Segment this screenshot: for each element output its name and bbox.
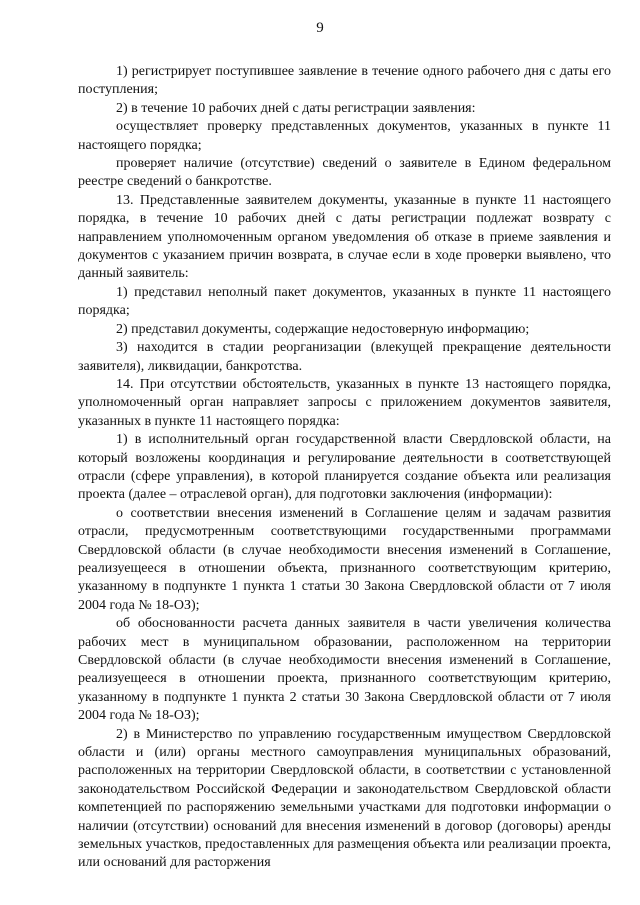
paragraph: 2) представил документы, содержащие недостоверную информацию;	[116, 321, 530, 337]
paragraph: 3) находится в стадии реорганизации (влекущей прекращение деятельности заявителя), ликвидации, банкротства.	[78, 340, 611, 374]
paragraph: 2) в Министерство по управлению государственным имуществом Свердловской области и (или) органы местного самоуправления муниципальных образований, расположенных на территории Свердловской области, в соответствии с установленной законодательством Российской Федерации и законодательством Свердловской области компетенцией по распоряжению земельными участками для подготовки информации о наличии (отсутствии) оснований для внесения изменений в договор (договоры) аренды земельных участков, предоставленных для размещения объекта или реализации проекта, или оснований для расторжения	[78, 726, 611, 871]
page-number: 9	[316, 20, 324, 36]
paragraph: 1) регистрирует поступившее заявление в течение одного рабочего дня с даты его поступления;	[78, 64, 611, 98]
paragraph: 2) в течение 10 рабочих дней с даты регистрации заявления:	[116, 100, 476, 116]
paragraph: осуществляет проверку представленных документов, указанных в пункте 11 настоящего порядка;	[78, 119, 611, 153]
paragraph: 1) в исполнительный орган государственной власти Свердловской области, на который возложены координация и регулирование деятельности в соответствующей отрасли (сфере управления), в которой планируется создание объекта или реализация проекта (далее – отраслевой орган), для подготовки заключения (информации):	[78, 432, 611, 503]
document-body	[78, 63, 611, 873]
paragraph: 13. Представленные заявителем документы, указанные в пункте 11 настоящего порядка, в течение 10 рабочих дней с даты регистрации подлежат возврату с направлением уполномоченным органом уведомления об отказе в приеме заявления и документов с указанием причин возврата, в случае если в ходе проверки выявлено, что данный заявитель:	[78, 192, 611, 282]
paragraph: об обоснованности расчета данных заявителя в части увеличения количества рабочих мест в муниципальном образовании, расположенном на территории Свердловской области (в случае необходимости внесения изменений в Соглашение, реализуещееся в отношении проекта, признанного соответствующим критерию, указанному в подпункте 1 пункта 2 статьи 30 Закона Свердловской области от 7 июля 2004 года № 18-ОЗ);	[78, 616, 611, 724]
paragraph: о соответствии внесения изменений в Соглашение целям и задачам развития отрасли, предусмотренным соответствующими государственными программами Свердловской области (в случае необходимости внесения изменений в Соглашение, реализуещееся в отношении объекта, признанного соответствующим критерию, указанному в подпункте 1 пункта 1 статьи 30 Закона Свердловской области от 7 июля 2004 года № 18-ОЗ);	[78, 505, 611, 613]
paragraph: 1) представил неполный пакет документов, указанных в пункте 11 настоящего порядка;	[78, 284, 611, 319]
paragraph: 14. При отсутствии обстоятельств, указанных в пункте 13 настоящего порядка, уполномоченный орган направляет запросы с приложением документов заявителя, указанных в пункте 11 настоящего порядка:	[78, 376, 611, 429]
paragraph: проверяет наличие (отсутствие) сведений о заявителе в Едином федеральном реестре сведений о банкротстве.	[78, 156, 611, 190]
